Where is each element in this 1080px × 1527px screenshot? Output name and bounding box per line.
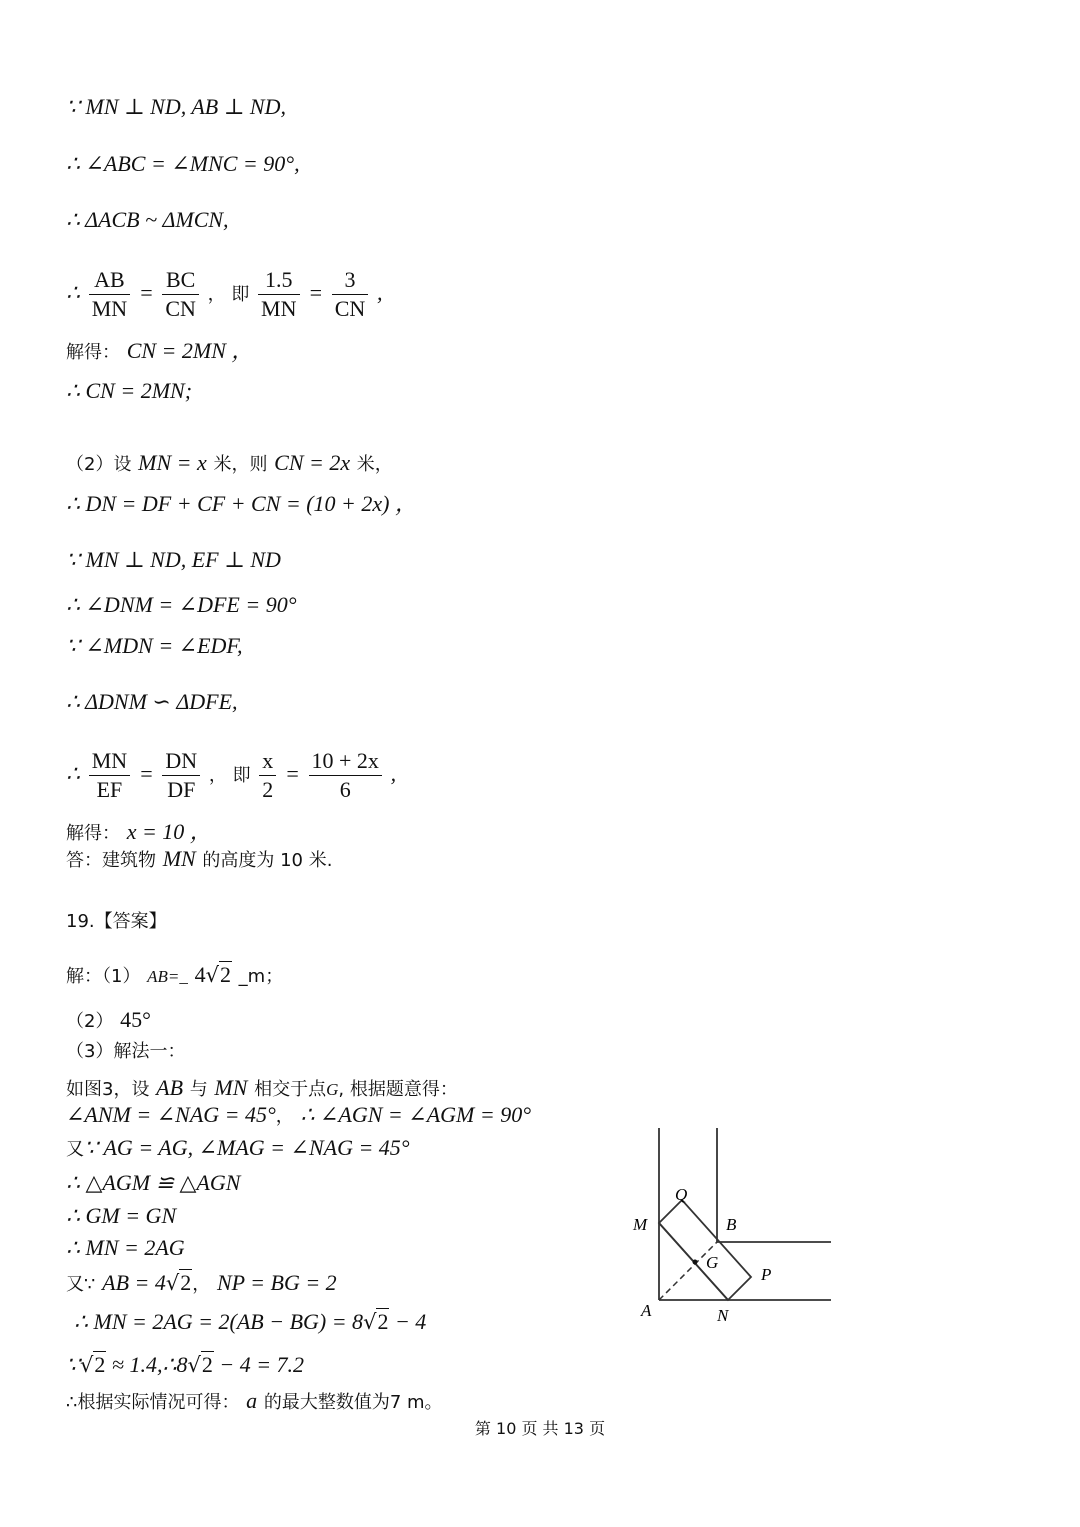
line-cn-equals-2mn: ∴ CN = 2MN; [66, 378, 193, 403]
solve-expression: CN = 2MN ， [126, 338, 254, 363]
line-ratio-2 [66, 747, 396, 804]
line-angle-dnm: ∴ ∠DNM = ∠DFE = 90° [66, 592, 297, 617]
solve-label: 解得： [66, 823, 120, 844]
line-dn-sum: ∴ DN = DF + CF + CN = (10 + 2x) ， [66, 491, 417, 516]
line-solve-cn [66, 338, 253, 364]
q19-line-8: ∴ GM = GN [66, 1203, 177, 1228]
text: , 根据题意得： [338, 1079, 458, 1100]
rectangle-mnpq [659, 1200, 751, 1300]
fraction-3-cn: $\frac{3}{CN}$ [332, 266, 369, 323]
label-a: A [641, 1301, 652, 1320]
line-similar-dnm-dfe: ∴ ΔDNM ∽ ΔDFE, [66, 689, 238, 714]
point-g [693, 1260, 698, 1265]
label-p: P [761, 1265, 772, 1284]
text: _m； [238, 966, 284, 987]
label-b: B [726, 1215, 737, 1234]
q19-line-12: ∵√2 ≈ 1.4,∴8√2 − 4 = 7.2 [66, 1352, 305, 1377]
text-ji: ， 即 [207, 284, 250, 305]
q19-line-9: ∴ MN = 2AG [66, 1235, 185, 1260]
text: 的最大整数值为7 m。 [263, 1392, 443, 1413]
q19-line-6 [66, 1135, 410, 1161]
line-angle-mdn: ∵ ∠MDN = ∠EDF, [66, 633, 243, 658]
text: （2） [66, 1011, 114, 1032]
expr: − 4 [389, 1309, 427, 1334]
sqrt-value: 2 [94, 1352, 106, 1377]
expr: 4 [194, 962, 206, 987]
expr: G [326, 1080, 339, 1099]
solve-label: 解得： [66, 342, 120, 363]
expr: ∵ AG = AG, ∠MAG = ∠NAG = 45° [84, 1135, 410, 1160]
text: 又∵ [66, 1274, 96, 1295]
q19-line-3: （3）解法一： [66, 1041, 186, 1062]
fraction-ab-mn: $\frac{AB}{MN}$ [89, 266, 130, 323]
fraction-bc-cn: $\frac{BC}{CN}$ [162, 266, 199, 323]
sqrt-value: 2 [377, 1309, 389, 1334]
line-solve-x [66, 819, 212, 845]
sqrt-value: 2 [219, 962, 231, 987]
equals: = [308, 280, 324, 305]
expr: MN = x [138, 450, 207, 475]
label-q: Q [675, 1185, 688, 1204]
text: 的高度为 10 米. [202, 850, 333, 871]
expr: MN [214, 1075, 248, 1100]
text: 相交于点 [254, 1079, 327, 1100]
line-mn-perp-nd: ∵ MN ⊥ ND, AB ⊥ ND, [66, 94, 286, 119]
solve-expression: x = 10 ， [126, 819, 212, 844]
expr: 45° [120, 1007, 151, 1032]
q19-title: 19.【答案】 [66, 911, 167, 932]
line-angle-abc: ∴ ∠ABC = ∠MNC = 90°, [66, 151, 300, 176]
equals: = [138, 761, 154, 786]
text: ， [192, 1274, 211, 1295]
fraction-x-2: $\frac{x}{2}$ [259, 747, 276, 804]
comma: , [376, 280, 383, 305]
fraction-mn-ef: $\frac{MN}{EF}$ [89, 747, 130, 804]
text: 如图3，设 [66, 1079, 150, 1100]
expr: MN [162, 846, 196, 871]
page-footer: 第 10 页 共 13 页 [474, 1419, 606, 1438]
q19-line-2 [66, 1007, 151, 1033]
therefore-symbol: ∴ [66, 280, 80, 305]
expr: ≈ 1.4,∴8 [106, 1352, 188, 1377]
expr: − 4 = 7.2 [213, 1352, 305, 1377]
expr: AB = 4 [102, 1270, 166, 1295]
q19-line-1: 解：（1） AB=_ 4√2 _m； [66, 962, 284, 987]
label-g: G [706, 1253, 719, 1272]
text: 又 [66, 1139, 84, 1160]
expr: ∠ANM = ∠NAG = 45° [66, 1102, 276, 1127]
q19-line-10: 又∵ AB = 4√2， NP = BG = 2 [66, 1270, 337, 1295]
expr: ∵ [66, 1352, 80, 1377]
text: ， [275, 1106, 294, 1127]
line-mn-ef-perp: ∵ MN ⊥ ND, EF ⊥ ND [66, 547, 281, 572]
expr: AB=_ [147, 967, 188, 986]
text: 解：（1） [66, 966, 141, 987]
expr: AB [156, 1075, 184, 1100]
q19-line-11: ∴ MN = 2AG = 2(AB − BG) = 8√2 − 4 [74, 1309, 427, 1334]
fraction-dn-df: $\frac{DN}{DF}$ [162, 747, 200, 804]
text: 米，则 [213, 454, 268, 475]
sqrt-value: 2 [201, 1352, 213, 1377]
text: 与 [189, 1079, 208, 1100]
fraction-10-2x-6: $\frac{10 + 2x}{6}$ [309, 747, 382, 804]
therefore-symbol: ∴ [66, 761, 80, 786]
q19-line-7: ∴ △AGM ≌ △AGN [66, 1170, 241, 1195]
text-ji: ， 即 [208, 765, 251, 786]
figure-3-diagram [620, 1120, 850, 1330]
label-n: N [717, 1306, 729, 1325]
expr: ∴ ∠AGN = ∠AGM = 90° [300, 1102, 531, 1127]
equals: = [284, 761, 300, 786]
text: （2）设 [66, 454, 132, 475]
expr: NP = BG = 2 [216, 1270, 337, 1295]
text: 米， [356, 454, 393, 475]
q19-line-5 [66, 1102, 531, 1128]
line-part2-setup [66, 450, 393, 476]
q19-line-13 [66, 1388, 443, 1414]
text: 答：建筑物 [66, 850, 156, 871]
expr: ∴ MN = 2AG = 2(AB − BG) = 8 [74, 1309, 364, 1334]
comma: , [390, 761, 397, 786]
text: ∴根据实际情况可得： [66, 1392, 240, 1413]
expr: CN = 2x [274, 450, 351, 475]
q19-line-4 [66, 1075, 458, 1101]
equals: = [138, 280, 154, 305]
line-similar-acb-mcn: ∴ ΔACB ~ ΔMCN, [66, 207, 229, 232]
sqrt-value: 2 [180, 1270, 192, 1295]
fraction-1-5-mn: $\frac{1.5}{MN}$ [258, 266, 299, 323]
line-ratio-1 [66, 266, 382, 323]
label-m: M [633, 1215, 648, 1234]
expr: a [246, 1388, 258, 1413]
line-answer-mn [66, 846, 332, 872]
